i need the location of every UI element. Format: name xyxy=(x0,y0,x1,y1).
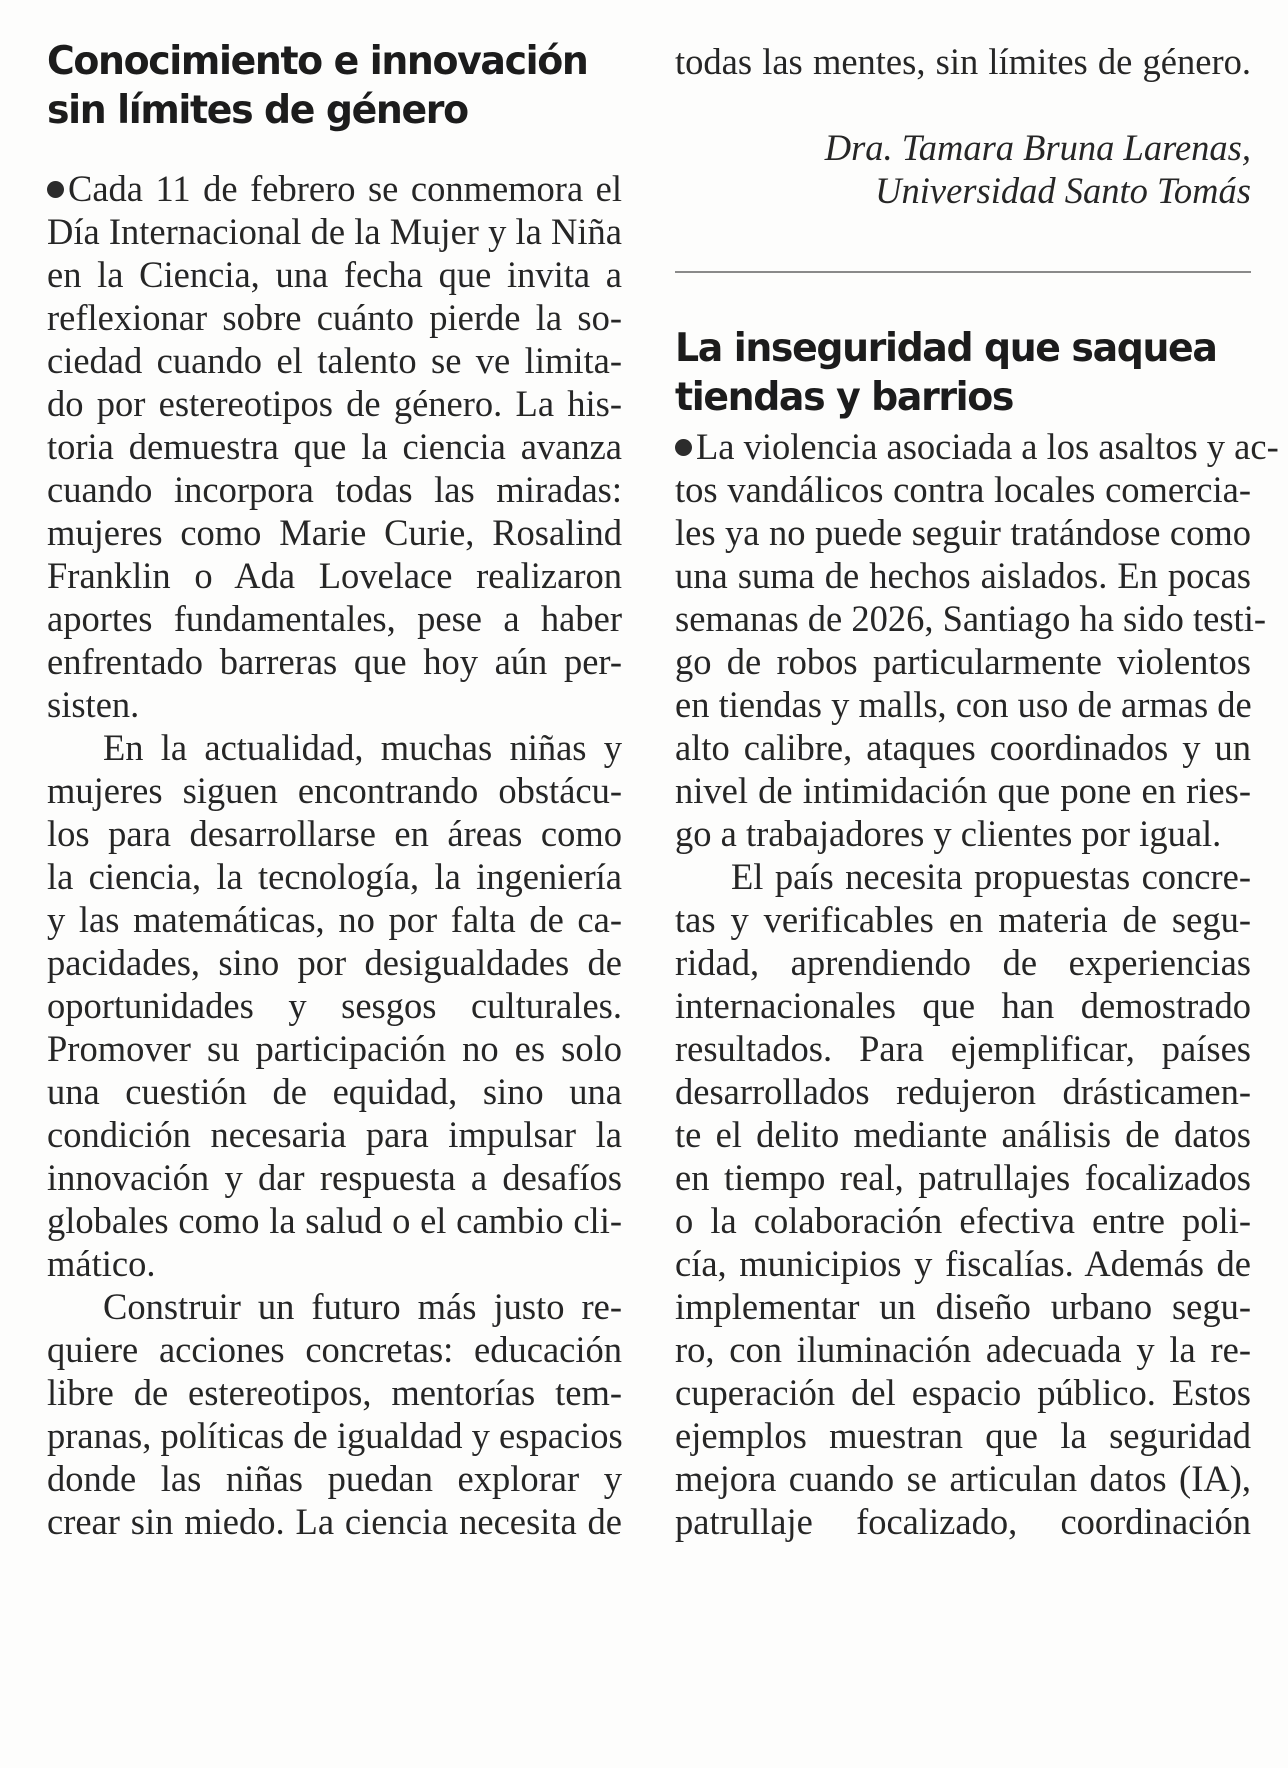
article-1-title-line-1: Conocimiento e innovación xyxy=(47,39,588,84)
text-line: y las matemáticas, no por falta de ca- xyxy=(47,899,622,940)
text-line: internacionales que han demostrado xyxy=(675,985,1251,1026)
text-line: tas y verificables en materia de segu- xyxy=(675,899,1251,940)
text-line: enfrentado barreras que hoy aún per- xyxy=(47,641,622,682)
text-line: libre de estereotipos, mentorías tem- xyxy=(47,1372,622,1413)
author-affiliation: Universidad Santo Tomás xyxy=(875,170,1251,211)
bullet-icon xyxy=(675,439,692,456)
text-line: mujeres siguen encontrando obstácu- xyxy=(47,770,622,811)
text-line: Día Internacional de la Mujer y la Niña xyxy=(47,211,622,252)
text-line: aportes fundamentales, pese a haber xyxy=(47,598,622,639)
text-line: en tiendas y malls, con uso de armas de xyxy=(675,684,1252,725)
bullet-icon xyxy=(47,181,64,198)
text-line: patrullaje focalizado, coordinación xyxy=(675,1501,1251,1542)
text-line: implementar un diseño urbano segu- xyxy=(675,1286,1251,1327)
text-line: Construir un futuro más justo re- xyxy=(103,1286,622,1327)
text-line: ejemplos muestran que la seguridad xyxy=(675,1415,1251,1456)
text-line: ro, con iluminación adecuada y la re- xyxy=(675,1329,1251,1370)
text-line: en la Ciencia, una fecha que invita a xyxy=(47,254,622,295)
text-line: toria demuestra que la ciencia avanza xyxy=(47,426,622,467)
text-line: te el delito mediante análisis de datos xyxy=(675,1114,1251,1155)
text-line: donde las niñas puedan explorar y xyxy=(47,1458,622,1499)
text-line: cuperación del espacio público. Estos xyxy=(675,1372,1251,1413)
text-line: los para desarrollarse en áreas como xyxy=(47,813,622,854)
text-line: mejora cuando se articulan datos (IA), xyxy=(675,1458,1251,1499)
author-name: Dra. Tamara Bruna Larenas, xyxy=(824,127,1251,168)
text-line: mático. xyxy=(47,1243,156,1284)
text-line: reflexionar sobre cuánto pierde la so- xyxy=(47,297,622,338)
text-line: ciedad cuando el talento se ve limita- xyxy=(47,340,622,381)
text-line: cuando incorpora todas las miradas: xyxy=(47,469,622,510)
text-line: innovación y dar respuesta a desafíos xyxy=(47,1157,622,1198)
article-2-title-line-2: tiendas y barrios xyxy=(675,375,1014,420)
text-line: pacidades, sino por desigualdades de xyxy=(47,942,622,983)
text-line: Cada 11 de febrero se conmemora el xyxy=(47,165,622,213)
article-1-title-line-2: sin límites de género xyxy=(47,88,468,133)
text-line: cía, municipios y fiscalías. Además de xyxy=(675,1243,1251,1284)
text-line: una suma de hechos aislados. En pocas xyxy=(675,555,1251,596)
text-line: les ya no puede seguir tratándose como xyxy=(675,512,1251,553)
text-line: o la colaboración efectiva entre poli- xyxy=(675,1200,1251,1241)
text-line: globales como la salud o el cambio cli- xyxy=(47,1200,622,1241)
text-line: Franklin o Ada Lovelace realizaron xyxy=(47,555,622,596)
article-divider xyxy=(675,271,1251,273)
text-line: una cuestión de equidad, sino una xyxy=(47,1071,622,1112)
text-line: resultados. Para ejemplificar, países xyxy=(675,1028,1251,1069)
text-line: go a trabajadores y clientes por igual. xyxy=(675,813,1222,854)
text-line: pranas, políticas de igualdad y espacios xyxy=(47,1415,623,1456)
text-line: El país necesita propuestas concre- xyxy=(731,856,1251,897)
text-line: go de robos particularmente violentos xyxy=(675,641,1251,682)
text-line: alto calibre, ataques coordinados y un xyxy=(675,727,1251,768)
article-2-title-line-1: La inseguridad que saquea xyxy=(675,326,1217,371)
article-2-headline xyxy=(675,324,1257,422)
text-line: Promover su participación no es solo xyxy=(47,1028,622,1069)
text-line: condición necesaria para impulsar la xyxy=(47,1114,622,1155)
text-line: sisten. xyxy=(47,684,140,725)
text-line: desarrollados redujeron drásticamen- xyxy=(675,1071,1251,1112)
text-line: oportunidades y sesgos culturales. xyxy=(47,985,622,1026)
text-line: tos vandálicos contra locales comercia- xyxy=(675,469,1251,510)
article-1-continuation: todas las mentes, sin límites de género. xyxy=(675,41,1251,82)
text-line: mujeres como Marie Curie, Rosalind xyxy=(47,512,622,553)
text-line: En la actualidad, muchas niñas y xyxy=(103,727,622,768)
text-line: ridad, aprendiendo de experiencias xyxy=(675,942,1251,983)
text-line: en tiempo real, patrullajes focalizados xyxy=(675,1157,1251,1198)
text-line: semanas de 2026, Santiago ha sido testi- xyxy=(675,598,1266,639)
text-line: crear sin miedo. La ciencia necesita de xyxy=(47,1501,622,1542)
text-line: do por estereotipos de género. La his- xyxy=(47,383,622,424)
article-1-headline xyxy=(47,37,629,135)
text-line: la ciencia, la tecnología, la ingeniería xyxy=(47,856,622,897)
text-line: La violencia asociada a los asaltos y ac- xyxy=(675,423,1251,471)
text-line: quiere acciones concretas: educación xyxy=(47,1329,622,1370)
text-line: nivel de intimidación que pone en ries- xyxy=(675,770,1251,811)
